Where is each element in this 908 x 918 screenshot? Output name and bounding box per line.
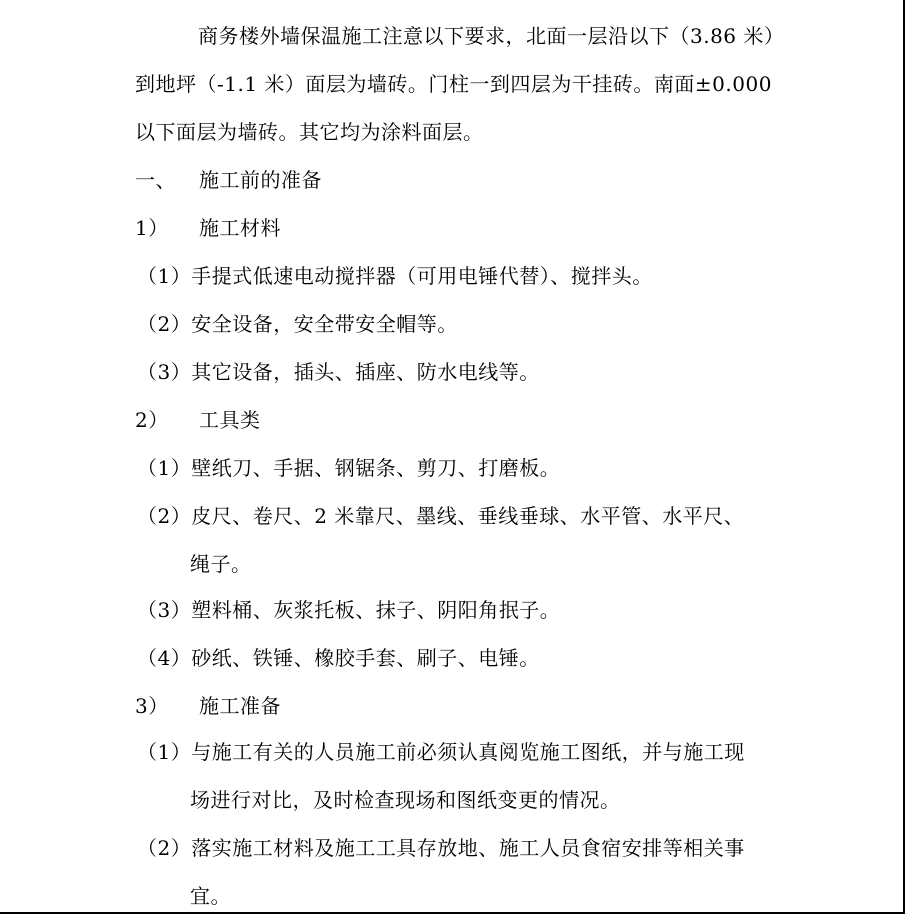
list-item-continuation: 场进行对比，及时检查现场和图纸变更的情况。 bbox=[190, 788, 621, 812]
intro-line-2: 到地坪（-1.1 米）面层为墙砖。门柱一到四层为干挂砖。南面±0.000 bbox=[135, 72, 772, 96]
list-item: （4）砂纸、铁锤、橡胶手套、刷子、电锤。 bbox=[137, 646, 540, 670]
list-item-continuation: 绳子。 bbox=[190, 552, 252, 576]
subsection-number: 1） bbox=[135, 216, 169, 240]
list-item: （1）手提式低速电动搅拌器（可用电锤代替）、搅拌头。 bbox=[137, 264, 653, 288]
subsection-heading-2 bbox=[135, 408, 261, 432]
list-item-continuation: 宜。 bbox=[190, 884, 231, 908]
subsection-number: 3） bbox=[135, 694, 169, 718]
list-item: （2）皮尺、卷尺、2 米靠尺、墨线、垂线垂球、水平管、水平尺、 bbox=[137, 504, 745, 528]
list-item: （1）与施工有关的人员施工前必须认真阅览施工图纸，并与施工现 bbox=[137, 740, 745, 764]
section-heading-1 bbox=[135, 168, 322, 192]
subsection-heading-1 bbox=[135, 216, 281, 240]
intro-line-1: 商务楼外墙保温施工注意以下要求，北面一层沿以下（3.86 米） bbox=[198, 24, 785, 48]
list-item: （1）壁纸刀、手据、钢锯条、剪刀、打磨板。 bbox=[137, 456, 561, 480]
subsection-number: 2） bbox=[135, 408, 169, 432]
list-item: （3）其它设备，插头、插座、防水电线等。 bbox=[137, 360, 540, 384]
subsection-title: 施工准备 bbox=[199, 694, 281, 718]
subsection-title: 工具类 bbox=[199, 408, 261, 432]
section-number: 一、 bbox=[135, 168, 176, 192]
intro-line-3: 以下面层为墙砖。其它均为涂料面层。 bbox=[135, 120, 484, 144]
list-item: （3）塑料桶、灰浆托板、抹子、阴阳角抿子。 bbox=[137, 598, 561, 622]
list-item: （2）安全设备，安全带安全帽等。 bbox=[137, 312, 458, 336]
section-title: 施工前的准备 bbox=[199, 168, 322, 192]
subsection-heading-3 bbox=[135, 694, 281, 718]
list-item: （2）落实施工材料及施工工具存放地、施工人员食宿安排等相关事 bbox=[137, 836, 745, 860]
subsection-title: 施工材料 bbox=[199, 216, 281, 240]
